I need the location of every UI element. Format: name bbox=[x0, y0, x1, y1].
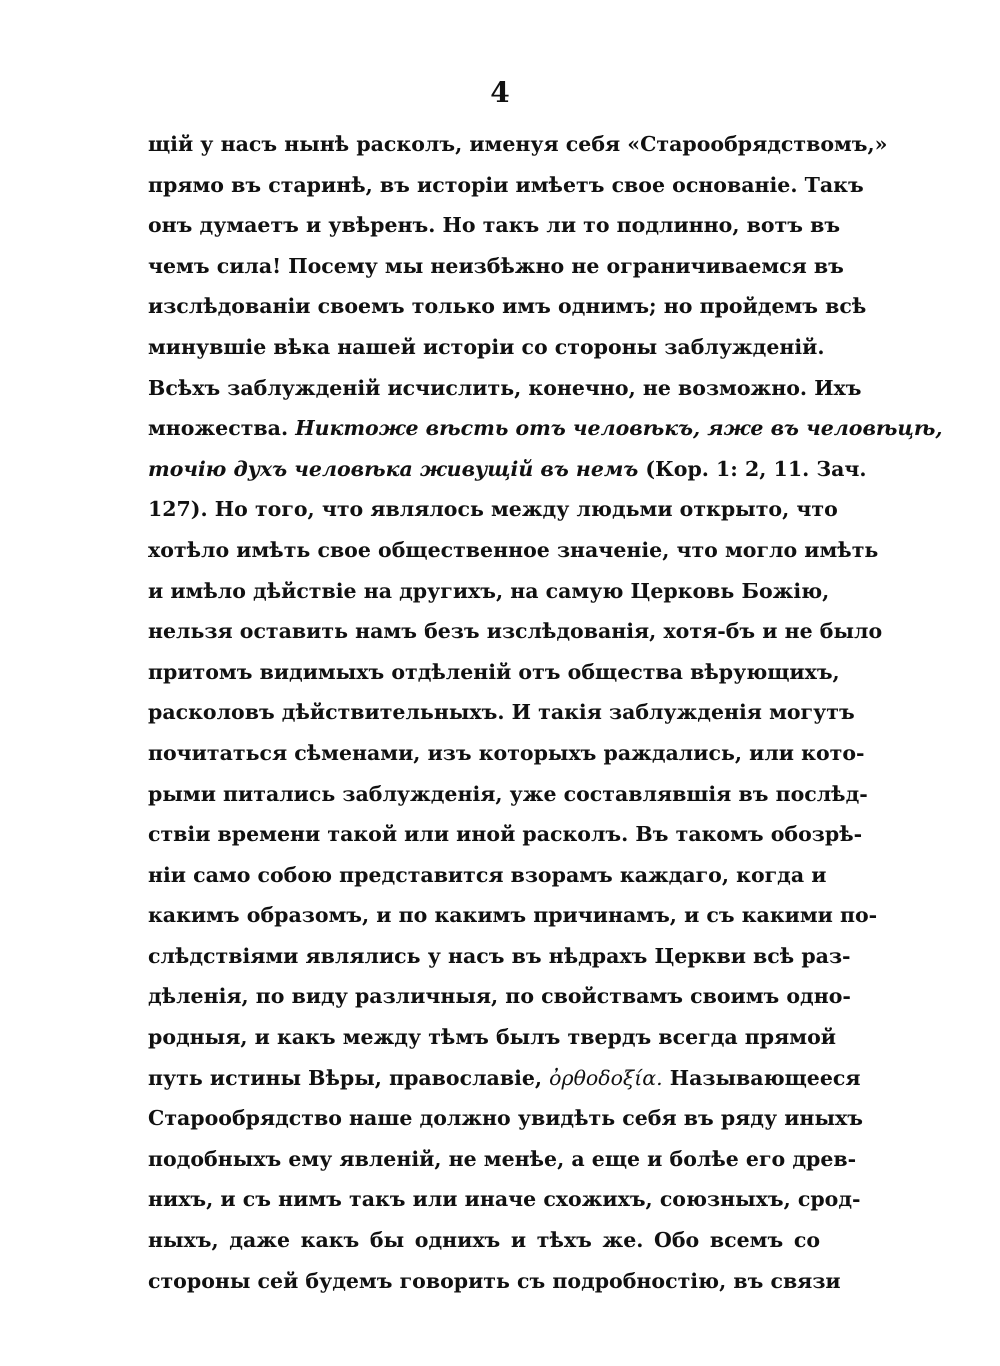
text-run: притомъ видимыхъ отдѣленій отъ общества вѣрующихъ, bbox=[148, 659, 840, 684]
text-run: хотѣло имѣть свое общественное значеніе, что могло имѣть bbox=[148, 537, 879, 562]
text-run: Никтоже вѣсть отъ человѣкъ, яже въ человѣцѣ, bbox=[295, 416, 943, 441]
text-line bbox=[148, 286, 867, 327]
text-line bbox=[148, 936, 851, 977]
text-line bbox=[148, 489, 838, 530]
text-run: 127). Но того, что являлось между людьми открыто, что bbox=[148, 497, 838, 522]
text-line bbox=[148, 1261, 841, 1302]
text-line bbox=[148, 246, 844, 287]
text-line bbox=[148, 1098, 863, 1139]
text-line bbox=[148, 611, 883, 652]
text-run: ніи само собою представится взорамъ каждаго, когда и bbox=[148, 862, 827, 887]
text-line bbox=[148, 652, 840, 693]
text-run: точію духъ человѣка живущій въ немъ bbox=[148, 456, 639, 481]
text-run: расколовъ дѣйствительныхъ. И такія заблужденія могутъ bbox=[148, 700, 855, 725]
text-run: ствіи времени такой или иной расколъ. Въ такомъ обозрѣ- bbox=[148, 822, 863, 847]
text-line bbox=[148, 1179, 861, 1220]
text-run: изслѣдованіи своемъ только имъ однимъ; но пройдемъ всѣ bbox=[148, 294, 867, 319]
text-run: подобныхъ ему явленій, не менѣе, а еще и болѣе его древ- bbox=[148, 1146, 857, 1171]
text-line bbox=[148, 855, 827, 896]
text-run: какимъ образомъ, и по какимъ причинамъ, и съ какими по- bbox=[148, 903, 878, 928]
text-run: Всѣхъ заблужденій исчислить, конечно, не возможно. Ихъ bbox=[148, 375, 862, 400]
text-line bbox=[148, 692, 855, 733]
text-line bbox=[148, 449, 867, 490]
text-run: множества. bbox=[148, 416, 296, 441]
text-line bbox=[148, 530, 879, 571]
text-run: прямо въ старинѣ, въ исторіи имѣетъ свое основаніе. Такъ bbox=[148, 172, 864, 197]
text-line bbox=[148, 571, 830, 612]
text-run: нихъ, и съ нимъ такъ или иначе схожихъ, союзныхъ, срод- bbox=[148, 1187, 861, 1212]
text-line bbox=[148, 1058, 861, 1099]
text-run: стороны сей будемъ говорить съ подробностію, въ связи bbox=[148, 1268, 841, 1293]
text-line bbox=[148, 124, 888, 165]
text-run: слѣдствіями являлись у насъ въ нѣдрахъ Церкви всѣ раз- bbox=[148, 943, 851, 968]
text-run: минувшіе вѣка нашей исторіи со стороны заблужденій. bbox=[148, 334, 825, 359]
text-line bbox=[148, 1220, 820, 1261]
text-line bbox=[148, 1017, 836, 1058]
text-run: щій у насъ нынѣ расколъ, именуя себя «Старообрядствомъ,» bbox=[148, 132, 888, 156]
text-line bbox=[148, 733, 865, 774]
text-run: онъ думаетъ и увѣренъ. Но такъ ли то подлинно, вотъ въ bbox=[148, 213, 841, 238]
text-run: дѣленія, по виду различныя, по свойствамъ своимъ одно- bbox=[148, 984, 851, 1009]
text-line bbox=[148, 895, 878, 936]
text-run: Старообрядство наше должно увидѣть себя въ ряду иныхъ bbox=[148, 1106, 863, 1131]
text-run: родныя, и какъ между тѣмъ былъ твердъ всегда прямой bbox=[148, 1025, 836, 1050]
text-line bbox=[148, 368, 862, 409]
page-number: 4 bbox=[490, 76, 510, 109]
text-run: и имѣло дѣйствіе на другихъ, на самую Церковь Божію, bbox=[148, 578, 830, 603]
text-run: ныхъ, даже какъ бы однихъ и тѣхъ же. Обо всемъ со bbox=[148, 1228, 820, 1253]
text-run: (Кор. 1: 2, 11. Зач. bbox=[638, 456, 867, 481]
text-line bbox=[148, 327, 825, 368]
text-line bbox=[148, 976, 851, 1017]
text-line bbox=[148, 205, 841, 246]
text-line bbox=[148, 165, 864, 206]
text-run: ὀρθοδοξία. bbox=[549, 1065, 663, 1090]
text-line bbox=[148, 408, 943, 449]
text-run: чемъ сила! Посему мы неизбѣжно не ограничиваемся въ bbox=[148, 253, 844, 278]
text-run: нельзя оставить намъ безъ изслѣдованія, хотя-бъ и не было bbox=[148, 619, 883, 644]
text-run: путь истины Вѣры, православіе, bbox=[148, 1065, 550, 1090]
body-text bbox=[148, 124, 943, 1301]
text-run: Называющееся bbox=[662, 1065, 861, 1090]
text-run: почитаться сѣменами, изъ которыхъ раждались, или кото- bbox=[148, 740, 865, 765]
text-run: рыми питались заблужденія, уже составлявшія въ послѣд- bbox=[148, 781, 868, 806]
text-line bbox=[148, 814, 863, 855]
text-line bbox=[148, 1139, 857, 1180]
text-line bbox=[148, 774, 868, 815]
